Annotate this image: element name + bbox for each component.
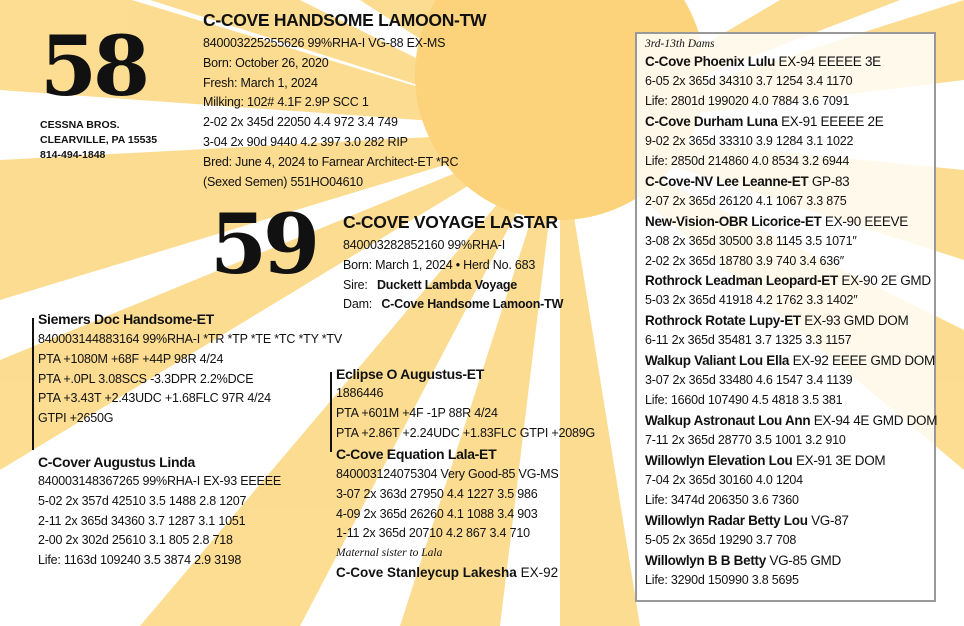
great-granddam-line: 1-11 2x 365d 20710 4.2 867 3.4 710 bbox=[336, 526, 530, 541]
maternal-sister-name: C-Cove Stanleycup Lakesha bbox=[336, 565, 517, 580]
dam-entry-name bbox=[645, 551, 937, 571]
dam-name-text: Rothrock Leadman Leopard-ET bbox=[645, 273, 838, 289]
dam-classification: EX-90 2E GMD bbox=[837, 273, 931, 289]
maternal-sire-line: PTA +2.86T +2.24UDC +1.83FLC GTPI +2089G bbox=[336, 425, 596, 440]
dam-record-line: Life: 3474d 206350 3.6 7360 bbox=[645, 492, 799, 507]
consignor-city: CLEARVILLE, PA 15535 bbox=[40, 134, 158, 146]
dam-entry-name bbox=[645, 172, 937, 192]
dams-list bbox=[645, 52, 937, 591]
lot58-line: Bred: June 4, 2024 to Farnear Architect-ET *RC bbox=[203, 154, 459, 169]
lot59-line: Born: March 1, 2024 • Herd No. 683 bbox=[343, 257, 536, 272]
dam-entry-name bbox=[645, 212, 937, 232]
dam-record-line: 7-11 2x 365d 28770 3.5 1001 3.2 910 bbox=[645, 433, 846, 448]
dam-record-line: Life: 2850d 214860 4.0 8534 3.2 6944 bbox=[645, 153, 850, 168]
dam-record-line: 2-07 2x 365d 26120 4.1 1067 3.3 875 bbox=[645, 193, 847, 208]
consignor-block bbox=[40, 118, 157, 163]
lot58-line: 3-04 2x 90d 9440 4.2 397 3.0 282 RIP bbox=[203, 134, 408, 149]
consignor-name: CESSNA BROS. bbox=[40, 119, 120, 131]
lot58-line: 2-02 2x 345d 22050 4.4 972 3.4 749 bbox=[203, 115, 398, 130]
lot59-animal-name: C-COVE VOYAGE LASTAR bbox=[343, 212, 558, 232]
maternal-sire-line: 1886446 bbox=[336, 386, 384, 400]
consignor-phone: 814-494-1848 bbox=[40, 149, 106, 161]
lot59-dam-line bbox=[343, 295, 563, 315]
sire-line: PTA +.0PL 3.08SCS -3.3DPR 2.2%DCE bbox=[38, 371, 254, 386]
granddam-name: C-Cover Augustus Linda bbox=[38, 454, 195, 470]
dam-record-line: 3-07 2x 365d 33480 4.6 1547 3.4 1139 bbox=[645, 373, 853, 388]
dams-box bbox=[635, 32, 936, 602]
dam-record-line: 3-08 2x 365d 30500 3.8 1145 3.5 1071″ bbox=[645, 233, 857, 248]
dam-entry-name bbox=[645, 271, 937, 291]
lot59-details bbox=[343, 236, 563, 315]
great-granddam-line: 840003124075304 Very Good-85 VG-MS bbox=[336, 467, 559, 481]
dam-entry-name bbox=[645, 451, 937, 471]
dams-box-title: 3rd-13th Dams bbox=[645, 38, 715, 50]
dam-record-line: 6-11 2x 365d 35481 3.7 1325 3.3 1157 bbox=[645, 333, 852, 348]
sire-details bbox=[38, 330, 342, 429]
dam-record-line: 2-02 2x 365d 18780 3.9 740 3.4 636″ bbox=[645, 253, 844, 268]
sire-name: Duckett Lambda Voyage bbox=[376, 277, 518, 292]
maternal-sire-bracket bbox=[330, 372, 332, 452]
lot58-animal-name: C-COVE HANDSOME LAMOON-TW bbox=[203, 10, 487, 30]
dam-record-line: 9-02 2x 365d 33310 3.9 1284 3.1 1022 bbox=[645, 133, 854, 148]
granddam-details bbox=[38, 472, 281, 571]
dam-classification: EX-94 4E GMD DOM bbox=[810, 413, 938, 429]
maternal-sister-note: Maternal sister to Lala bbox=[336, 547, 443, 559]
granddam-line: 840003148367265 99%RHA-I EX-93 EEEEE bbox=[38, 474, 281, 488]
lot-number-59: 59 bbox=[210, 197, 317, 293]
maternal-sister-suffix: EX-92 bbox=[516, 565, 559, 580]
maternal-sister-line bbox=[336, 563, 558, 583]
dam-name-text: C-Cove Phoenix Lulu bbox=[645, 54, 776, 69]
granddam-line: 5-02 2x 357d 42510 3.5 1488 2.8 1207 bbox=[38, 493, 247, 508]
dam-name-text: C-Cove Durham Luna bbox=[645, 113, 778, 129]
sire-line: 840003144883164 99%RHA-I *TR *TP *TE *TC *TY *TV bbox=[38, 332, 342, 346]
dam-record-line: 7-04 2x 365d 30160 4.0 1204 bbox=[645, 473, 803, 488]
dam-record-line: Life: 2801d 199020 4.0 7884 3.6 7091 bbox=[645, 93, 850, 108]
dam-classification: EX-91 EEEEE 2E bbox=[777, 113, 884, 129]
dam-record-line: Life: 1660d 107490 4.5 4818 3.5 381 bbox=[645, 393, 843, 408]
lot58-line: 840003225255626 99%RHA-I VG-88 EX-MS bbox=[203, 36, 446, 50]
granddam-line: 2-00 2x 302d 25610 3.1 805 2.8 718 bbox=[38, 533, 233, 548]
dam-name-text: New-Vision-OBR Licorice-ET bbox=[645, 213, 822, 229]
dam-record-line: 5-03 2x 365d 41918 4.2 1762 3.3 1402″ bbox=[645, 293, 858, 308]
dam-entry-name bbox=[645, 112, 937, 132]
dam-name-text: Willowlyn Radar Betty Lou bbox=[645, 512, 808, 528]
great-granddam-line: 3-07 2x 363d 27950 4.4 1227 3.5 986 bbox=[336, 486, 538, 501]
granddam-line: Life: 1163d 109240 3.5 3874 2.9 3198 bbox=[38, 553, 242, 568]
dam-record-line: Life: 3290d 150990 3.8 5695 bbox=[645, 572, 799, 587]
great-granddam-line: 4-09 2x 365d 26260 4.1 1088 3.4 903 bbox=[336, 506, 538, 521]
dam-label: Dam: bbox=[343, 297, 373, 312]
granddam-line: 2-11 2x 365d 34360 3.7 1287 3.1 1051 bbox=[38, 513, 246, 528]
sire-name-heading: Siemers Doc Handsome-ET bbox=[38, 311, 214, 327]
dam-name-text: Willowlyn B B Betty bbox=[645, 552, 766, 568]
dam-entry-name bbox=[645, 351, 937, 371]
lot58-details bbox=[203, 34, 458, 192]
dam-classification: EX-94 EEEEE 3E bbox=[775, 54, 881, 69]
maternal-sire-details bbox=[336, 384, 595, 443]
dam-classification: VG-87 bbox=[807, 512, 849, 528]
lot58-line: Milking: 102# 4.1F 2.9P SCC 1 bbox=[203, 95, 369, 110]
lot59-sire-line bbox=[343, 276, 563, 296]
sire-line: GTPI +2650G bbox=[38, 411, 114, 426]
maternal-sire-line: PTA +601M +4F -1P 88R 4/24 bbox=[336, 405, 498, 420]
dam-name: C-Cove Handsome Lamoon-TW bbox=[381, 297, 564, 312]
dam-name-text: Walkup Astronaut Lou Ann bbox=[645, 413, 811, 429]
sire-line: PTA +1080M +68F +44P 98R 4/24 bbox=[38, 351, 224, 366]
great-granddam-details bbox=[336, 465, 559, 544]
dam-entry-name bbox=[645, 511, 937, 531]
dam-name-text: Walkup Valiant Lou Ella bbox=[645, 353, 790, 369]
lot-number-58: 58 bbox=[40, 19, 147, 115]
dam-classification: EX-93 GMD DOM bbox=[800, 313, 909, 329]
dam-classification: EX-90 EEEVE bbox=[821, 213, 908, 229]
dam-record-line: 6-05 2x 365d 34310 3.7 1254 3.4 1170 bbox=[645, 73, 853, 88]
dam-name-text: Willowlyn Elevation Lou bbox=[645, 453, 793, 469]
maternal-sire-name: Eclipse O Augustus-ET bbox=[336, 366, 484, 382]
sire-bracket bbox=[32, 318, 34, 450]
dam-entry-name bbox=[645, 311, 937, 331]
sire-line: PTA +3.43T +2.43UDC +1.68FLC 97R 4/24 bbox=[38, 391, 271, 406]
dam-classification: VG-85 GMD bbox=[765, 552, 841, 568]
lot59-line: 840003282852160 99%RHA-I bbox=[343, 238, 505, 252]
dam-record-line: 5-05 2x 365d 19290 3.7 708 bbox=[645, 532, 797, 547]
dam-classification: EX-91 3E DOM bbox=[792, 453, 886, 469]
lot58-line: (Sexed Semen) 551HO04610 bbox=[203, 174, 363, 189]
dam-name-text: C-Cove-NV Lee Leanne-ET bbox=[645, 173, 809, 189]
great-granddam-name: C-Cove Equation Lala-ET bbox=[336, 446, 497, 462]
sire-label: Sire: bbox=[343, 277, 368, 292]
dam-name-text: Rothrock Rotate Lupy-ET bbox=[645, 313, 801, 329]
dam-classification: GP-83 bbox=[808, 173, 850, 189]
dam-entry-name bbox=[645, 52, 937, 72]
lot58-line: Born: October 26, 2020 bbox=[203, 55, 329, 70]
dam-classification: EX-92 EEEE GMD DOM bbox=[789, 353, 935, 369]
lot58-line: Fresh: March 1, 2024 bbox=[203, 75, 318, 90]
dam-entry-name bbox=[645, 411, 937, 431]
